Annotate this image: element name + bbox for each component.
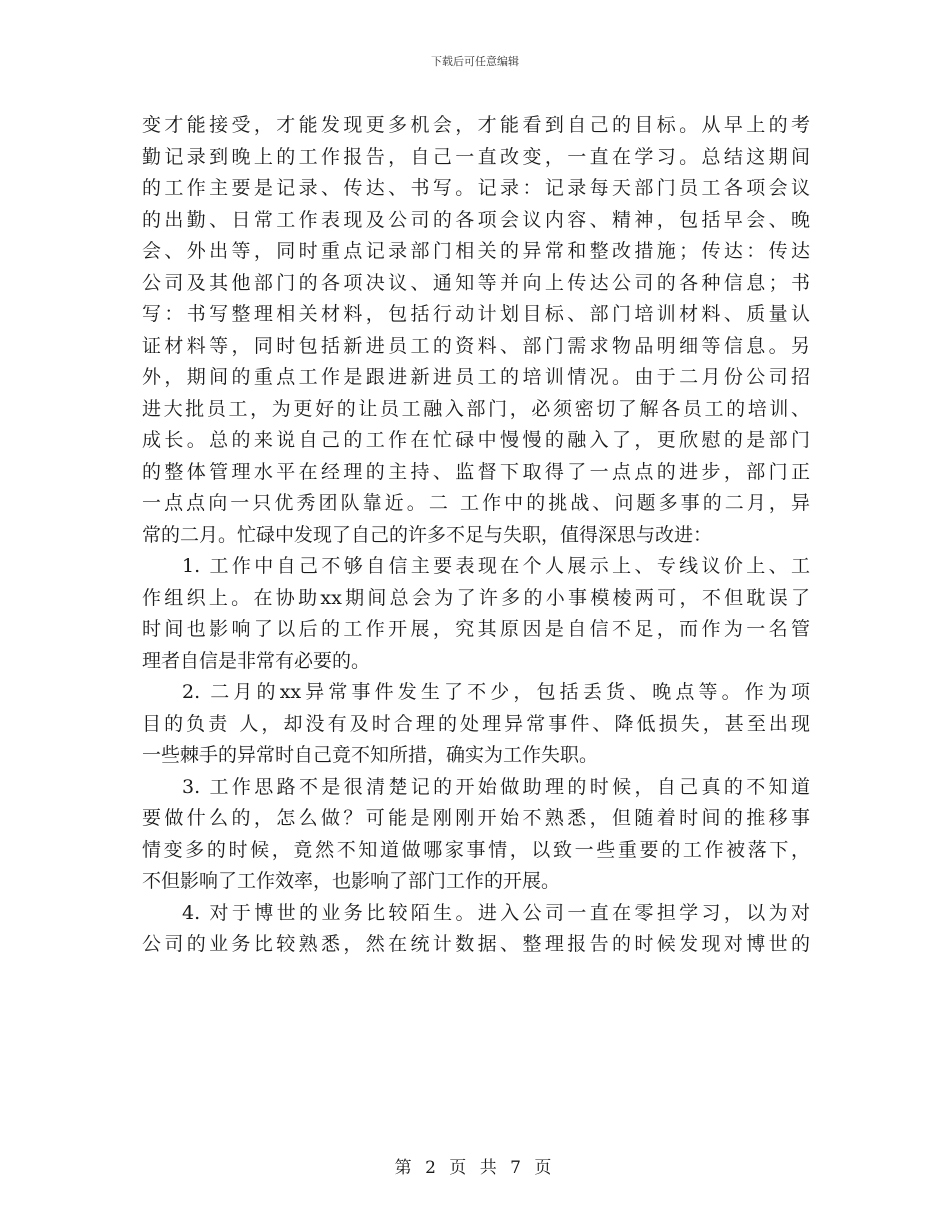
text-line: 1. 工作中自己不够自信主要表现在个人展示上、专线议价上、工 — [182, 555, 810, 577]
text-line: 理者自信是非常有必要的。 — [142, 649, 371, 672]
text-line: 会、外出等，同时重点记录部门相关的异常和整改措施；传达：传达 — [142, 240, 810, 262]
text-line: 的工作主要是记录、传达、书写。记录：记录每天部门员工各项会议 — [142, 177, 810, 199]
text-line: 外，期间的重点工作是跟进新进员工的培训情况。由于二月份公司招 — [142, 366, 810, 388]
text-line: 的出勤、日常工作表现及公司的各项会议内容、精神，包括早会、晚 — [142, 208, 810, 231]
paragraph — [142, 551, 810, 677]
document-body — [142, 110, 810, 961]
paragraph — [142, 110, 810, 551]
paragraph — [142, 677, 810, 772]
text-line: 勤记录到晚上的工作报告，自己一直改变，一直在学习。总结这期间 — [142, 145, 810, 168]
paragraph — [142, 898, 810, 961]
text-line: 目的负责 人，却没有及时合理的处理异常事件、降低损失，甚至出现 — [142, 712, 810, 735]
text-line: 一点点向一只优秀团队靠近。二 工作中的挑战、问题多事的二月，异 — [142, 492, 810, 514]
text-line: 变才能接受，才能发现更多机会，才能看到自己的目标。从早上的考 — [142, 114, 810, 136]
text-line: 4. 对于博世的业务比较陌生。进入公司一直在零担学习，以为对 — [182, 901, 810, 924]
text-line: 不但影响了工作效率，也影响了部门工作的开展。 — [142, 870, 561, 892]
text-line: 2. 二月的xx异常事件发生了不少，包括丢货、晚点等。作为项 — [182, 681, 810, 703]
page-number: 第 2 页 共 7 页 — [394, 1158, 556, 1178]
text-line: 的整体管理水平在经理的主持、监督下取得了一点点的进步，部门正 — [142, 460, 810, 483]
page-header: 下载后可任意编辑 — [431, 55, 519, 68]
text-line: 一些棘手的异常时自己竟不知所措，确实为工作失职。 — [142, 744, 599, 766]
text-line: 成长。总的来说自己的工作在忙碌中慢慢的融入了，更欣慰的是部门 — [142, 429, 810, 451]
text-line: 时间也影响了以后的工作开展，究其原因是自信不足，而作为一名管 — [142, 618, 810, 640]
text-line: 常的二月。忙碌中发现了自己的许多不足与失职，值得深思与改进： — [142, 523, 713, 546]
text-line: 进大批员工，为更好的让员工融入部门，必须密切了解各员工的培训、 — [142, 397, 810, 420]
text-line: 证材料等，同时包括新进员工的资料、部门需求物品明细等信息。另 — [142, 334, 810, 357]
paragraph — [142, 772, 810, 898]
text-line: 公司的业务比较熟悉，然在统计数据、整理报告的时候发现对博世的 — [142, 933, 810, 955]
text-line: 写：书写整理相关材料，包括行动计划目标、部门培训材料、质量认 — [142, 303, 810, 325]
text-line: 公司及其他部门的各项决议、通知等并向上传达公司的各种信息；书 — [142, 271, 810, 294]
text-line: 3. 工作思路不是很清楚记的开始做助理的时候，自己真的不知道 — [182, 775, 810, 798]
text-line: 要做什么的，怎么做？可能是刚刚开始不熟悉，但随着时间的推移事 — [142, 807, 810, 829]
text-line: 作组织上。在协助xx期间总会为了许多的小事模棱两可，不但耽误了 — [142, 586, 810, 609]
text-line: 情变多的时候，竟然不知道做哪家事情，以致一些重要的工作被落下， — [142, 838, 810, 861]
